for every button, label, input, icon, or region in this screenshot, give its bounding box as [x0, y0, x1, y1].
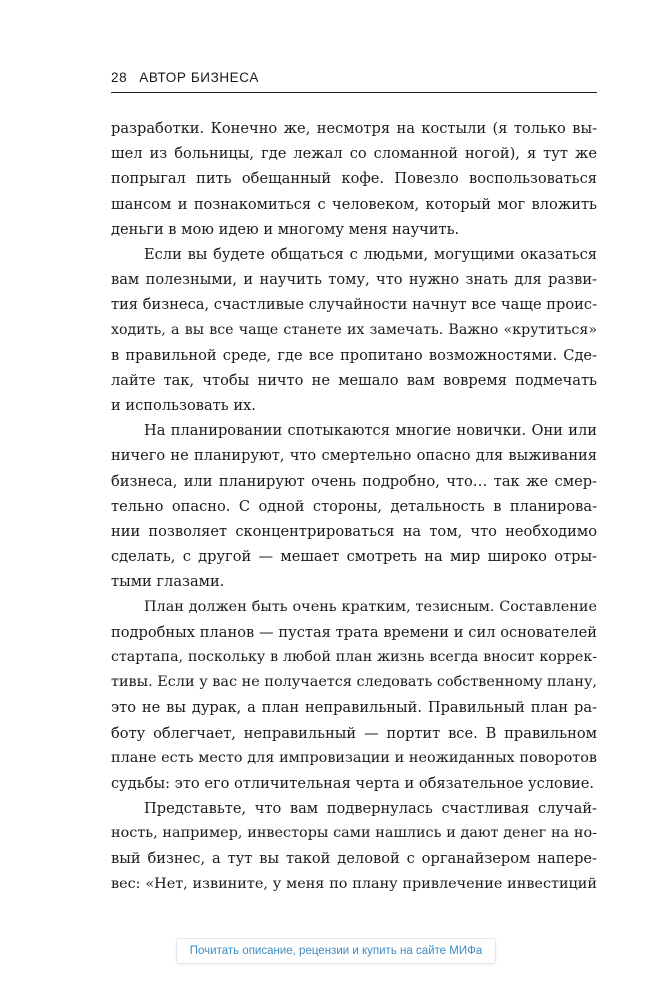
text-line: разработки. Конечно же, несмотря на костыли (я только вы-: [111, 120, 597, 137]
text-line: стартапа, поскольку в любой план жизнь всегда вносит коррек-: [111, 648, 597, 665]
text-line: Если вы будете общаться с людьми, могущими оказаться: [144, 245, 597, 263]
text-line: На планировании спотыкаются многие новички. Они или: [144, 422, 597, 440]
text-line: План должен быть очень кратким, тезисным. Составление: [144, 598, 597, 615]
text-line: тельно опасно. С одной стороны, детальность в планирова-: [111, 497, 597, 515]
text-line: тивы. Если у вас не получается следовать собственному плану,: [111, 674, 597, 691]
page-number: 28: [111, 70, 128, 85]
text-line: Представьте, что вам подвернулась счастливая случай-: [144, 800, 597, 818]
text-line: деньги в мою идею и многому меня научить.: [111, 220, 460, 238]
text-line: плане есть место для импровизации и неожиданных поворотов: [111, 749, 597, 766]
text-line: вам полезными, и научить тому, что нужно знать для разви-: [111, 271, 597, 289]
text-line: и использовать их.: [111, 397, 256, 415]
text-line: тыми глазами.: [111, 573, 225, 591]
text-line: шансом и познакомиться с человеком, который мог вложить: [111, 195, 597, 213]
text-line: ность, например, инвесторы сами нашлись и дают денег на но-: [111, 825, 597, 842]
text-line: нии позволяет сконцентрироваться на том, что необходимо: [111, 523, 597, 540]
body-text: [111, 116, 597, 897]
text-line: это не вы дурак, а план неправильный. Правильный план ра-: [111, 699, 597, 717]
text-line: попрыгал пить обещанный кофе. Повезло воспользоваться: [111, 170, 597, 188]
text-line: тия бизнеса, счастливые случайности начнут все чаще проис-: [111, 296, 597, 314]
text-line: вес: «Нет, извините, у меня по плану привлечение инвестиций: [111, 875, 597, 892]
text-line: боту облегчает, неправильный — портит все. В правильном: [111, 724, 597, 742]
text-line: лайте так, чтобы ничто не мешало вам вовремя подмечать: [111, 371, 597, 389]
text-line: вый бизнес, а тут вы такой деловой с органайзером напере-: [111, 850, 597, 868]
text-line: подробных планов — пустая трата времени и сил основателей: [111, 623, 597, 641]
shop-link-button[interactable]: Почитать описание, рецензии и купить на сайте МИФа: [176, 938, 496, 964]
text-line: судьбы: это его отличительная черта и обязательное условие.: [111, 774, 595, 792]
text-line: сделать, с другой — мешает смотреть на мир широко отры-: [111, 548, 597, 566]
text-line: ничего не планируют, что смертельно опасно для выживания: [111, 447, 597, 465]
text-line: шел из больницы, где лежал со сломанной ногой), я тут же: [111, 145, 597, 163]
text-line: ходить, а вы все чаще станете их замечать. Важно «крутиться»: [111, 321, 597, 338]
running-title: АВТОР БИЗНЕСА: [139, 70, 259, 85]
text-line: бизнеса, или планируют очень подробно, что… так же смер-: [111, 472, 597, 490]
running-head: [111, 70, 597, 93]
text-line: в правильной среде, где все пропитано возможностями. Сде-: [111, 346, 597, 364]
